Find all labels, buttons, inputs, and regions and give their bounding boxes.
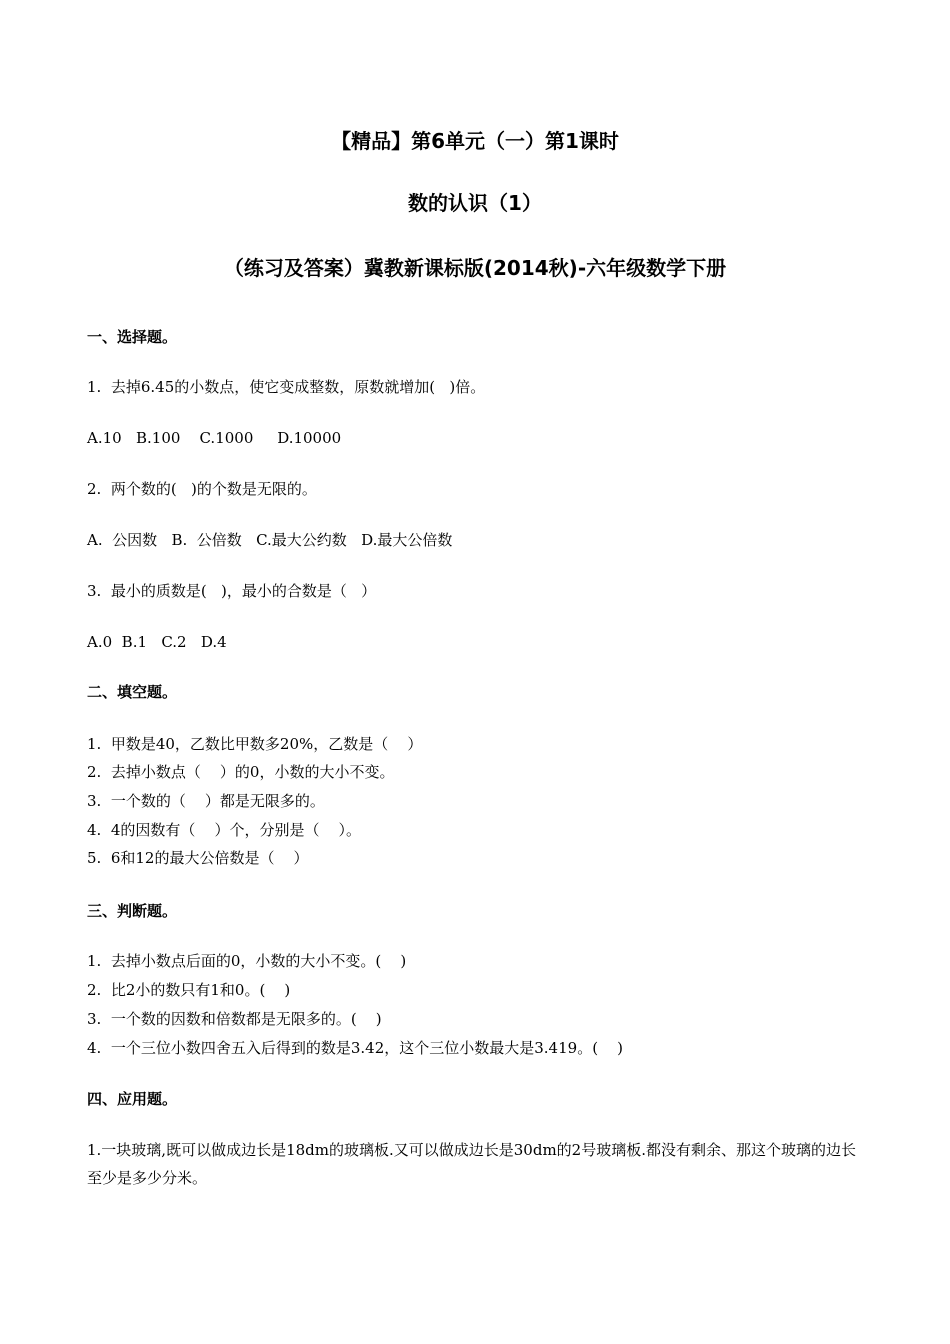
- question-line: 2. 去掉小数点（ ）的0，小数的大小不变。: [87, 763, 395, 781]
- document-title-line-3: （练习及答案）冀教新课标版(2014秋)-六年级数学下册: [223, 256, 727, 280]
- document-title-line-2: 数的认识（1）: [408, 191, 542, 215]
- question-line: 1. 甲数是40，乙数比甲数多20%，乙数是（ ）: [87, 735, 423, 753]
- question-line: 2. 比2小的数只有1和0。( ): [87, 981, 291, 999]
- document-title-line-1: 【精品】第6单元（一）第1课时: [331, 129, 619, 153]
- options-line: A.10 B.100 C.1000 D.10000: [87, 429, 342, 447]
- section-heading-application: 四、应用题。: [87, 1090, 178, 1108]
- section-heading-choice: 一、选择题。: [87, 328, 178, 346]
- section-heading-judge: 三、判断题。: [87, 902, 178, 920]
- question-line: 2. 两个数的( )的个数是无限的。: [87, 480, 317, 498]
- section-heading-fill: 二、填空题。: [87, 683, 178, 701]
- question-line: 3. 一个数的（ ）都是无限多的。: [87, 792, 325, 810]
- options-line: A. 公因数 B. 公倍数 C.最大公约数 D.最大公倍数: [87, 531, 453, 549]
- question-line: 3. 最小的质数是( )，最小的合数是（ ）: [87, 582, 377, 600]
- question-line: 1. 去掉小数点后面的0，小数的大小不变。( ): [87, 952, 407, 970]
- options-line: A.0 B.1 C.2 D.4: [87, 633, 227, 651]
- question-line: 5. 6和12的最大公倍数是（ ）: [87, 849, 309, 867]
- question-paragraph: 1.一块玻璃,既可以做成边长是18dm的玻璃板.又可以做成边长是30dm的2号玻璃板.都没有剩余、那这个玻璃的边长至少是多少分米。: [87, 1141, 856, 1187]
- question-line: 1. 去掉6.45的小数点，使它变成整数，原数就增加( )倍。: [87, 378, 486, 396]
- question-line: 4. 4的因数有（ ）个，分别是（ ）。: [87, 821, 362, 839]
- question-line: 4. 一个三位小数四舍五入后得到的数是3.42，这个三位小数最大是3.419。( ): [87, 1039, 623, 1057]
- question-line: 3. 一个数的因数和倍数都是无限多的。( ): [87, 1010, 382, 1028]
